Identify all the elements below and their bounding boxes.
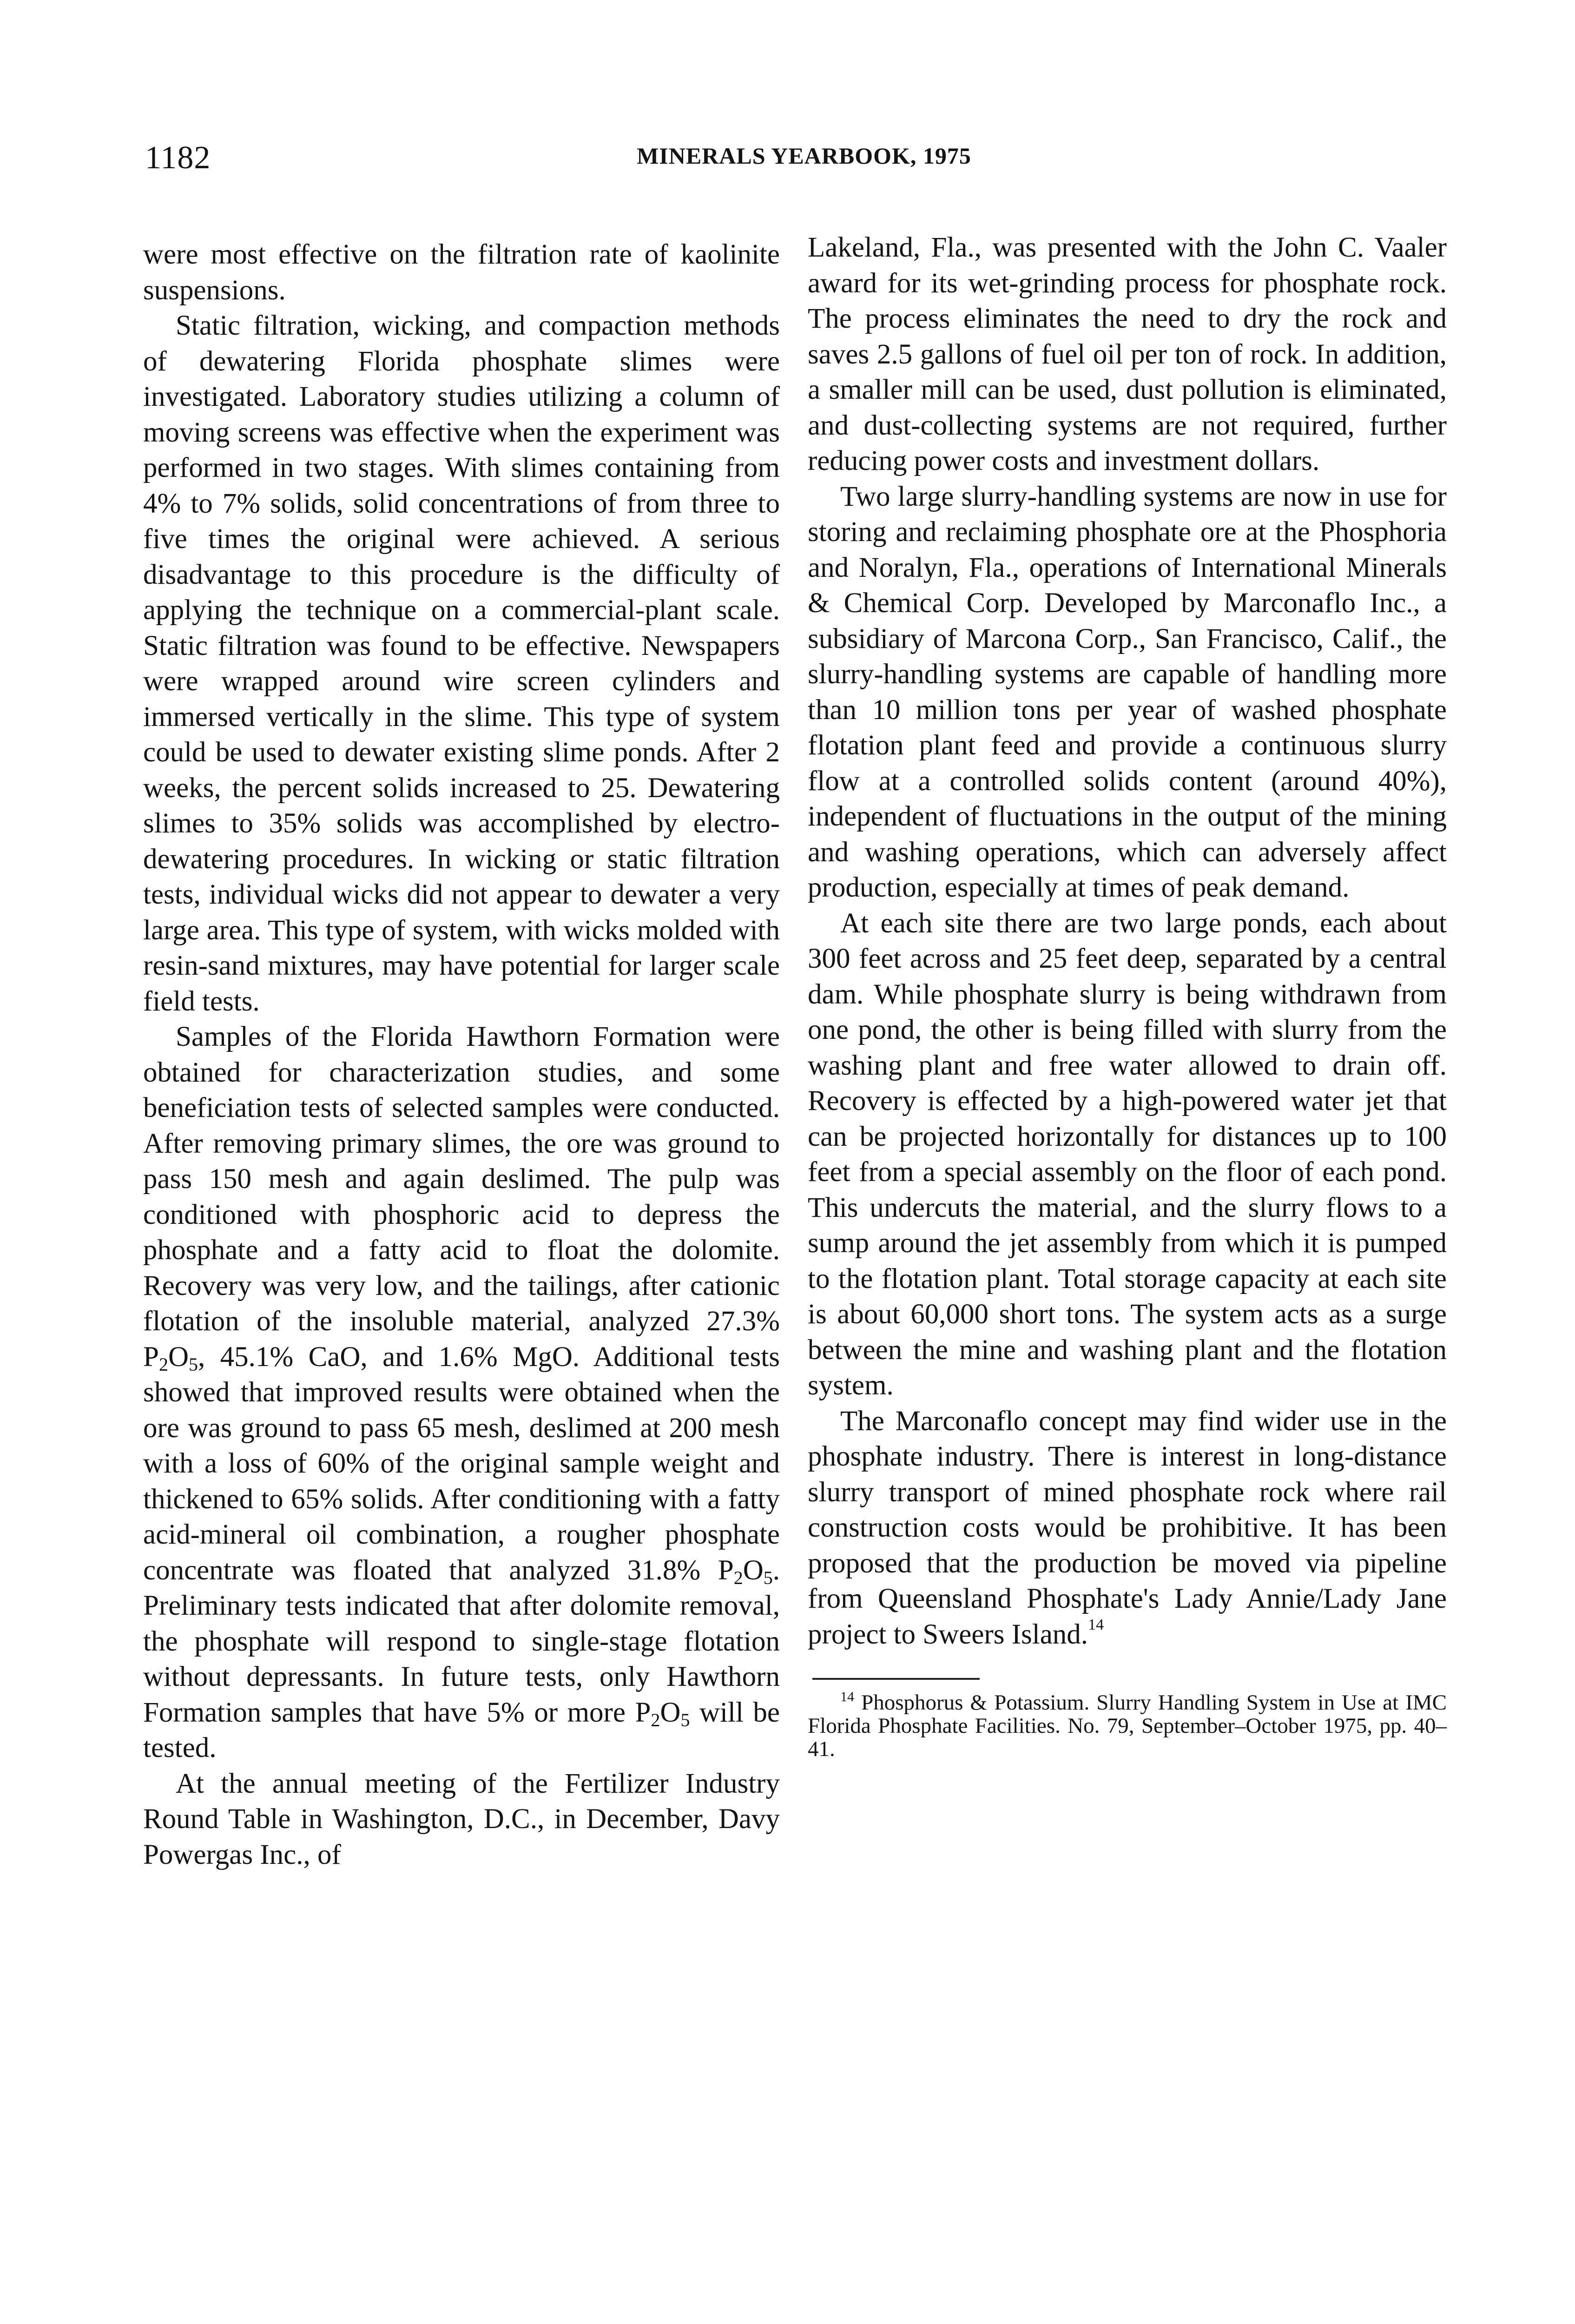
footnote xyxy=(808,1691,1447,1761)
left-paragraph-3 xyxy=(143,1019,780,1766)
subscript: 2 xyxy=(651,1709,660,1730)
left-column xyxy=(143,237,780,1873)
left-paragraph-2: Static filtration, wicking, and compaction methods of dewatering Florida phosphate slimes were investigated. Laboratory studies utilizing a column of moving screens was effective when the experiment was performed in two stages. With slimes containing from 4% to 7% solids, solid concentrations of from three to five times the original were achieved. A serious disadvantage to this procedure is the difficulty of applying the technique on a commercial-plant scale. Static filtration was found to be effective. Newspapers were wrapped around wire screen cylinders and immersed vertically in the slime. This type of system could be used to dewater existing slime ponds. After 2 weeks, the percent solids increased to 25. Dewatering slimes to 35% solids was accomplished by electro-dewatering procedures. In wicking or static filtration tests, individual wicks did not appear to dewater a very large area. This type of system, with wicks molded with resin-sand mixtures, may have potential for larger scale field tests. xyxy=(143,310,780,1017)
right-p4-text: The Marconaflo concept may find wider use in the phosphate industry. There is interest in long-distance slurry transport of mined phosphate rock where rail construction costs would be prohibitive. It has been proposed that the production be moved via pipeline from Queensland Phosphate's Lady Annie/Lady Jane project to Sweers Island. xyxy=(808,1405,1447,1650)
right-paragraph-2: Two large slurry-handling systems are now in use for storing and reclaiming phosphate ore at the Phosphoria and Noralyn, Fla., operations of International Minerals & Chemical Corp. Developed by Marconaflo Inc., a subsidiary of Marcona Corp., San Francisco, Calif., the slurry-handling systems are capable of handling more than 10 million tons per year of washed phosphate flotation plant feed and provide a continuous slurry flow at a controlled solids content (around 40%), independent of fluctuations in the output of the mining and washing operations, which can adversely affect production, especially at times of peak demand. xyxy=(808,481,1447,903)
running-head: MINERALS YEARBOOK, 1975 xyxy=(637,143,971,169)
footnote-rule xyxy=(812,1678,980,1680)
right-column xyxy=(808,230,1447,1761)
left-p3-text-f: O xyxy=(660,1697,681,1728)
left-p3-text-a: Samples of the Florida Hawthorn Formation were obtained for characterization studies, and some beneficiation tests of selected samples were conducted. After removing primary slimes, the ore was ground to pass 150 mesh and again deslimed. The pulp was conditioned with phosphoric acid to depress the phosphate and a fatty acid to float the dolomite. Recovery was very low, and the tailings, after cationic flotation of the insoluble material, analyzed 27.3% P xyxy=(143,1021,780,1373)
subscript: 5 xyxy=(680,1709,690,1730)
subscript: 2 xyxy=(733,1567,743,1588)
subscript: 5 xyxy=(189,1353,198,1375)
right-paragraph-4 xyxy=(808,1404,1447,1653)
right-paragraph-3: At each site there are two large ponds, each about 300 feet across and 25 feet deep, separated by a central dam. While phosphate slurry is being withdrawn from one pond, the other is being filled with slurry from the washing plant and free water allowed to drain off. Recovery is effected by a high-powered water jet that can be projected horizontally for distances up to 100 feet from a special assembly on the floor of each pond. This undercuts the material, and the slurry flows to a sump around the jet assembly from which it is pumped to the flotation plant. Total storage capacity at each site is about 60,000 short tons. The system acts as a surge between the mine and washing plant and the flotation system. xyxy=(808,907,1447,1401)
subscript: 5 xyxy=(763,1567,773,1588)
left-p3-text-c: , 45.1% CaO, and 1.6% MgO. Additional tests showed that improved results were obtained when the ore was ground to pass 65 mesh, deslimed at 200 mesh with a loss of 60% of the original sample weight and thickened to 65% solids. After conditioning with a fatty acid-mineral oil combination, a rougher phosphate concentrate was floated that analyzed 31.8% P xyxy=(143,1341,780,1586)
left-p3-text-b: O xyxy=(168,1341,189,1373)
right-paragraph-1: Lakeland, Fla., was presented with the John C. Vaaler award for its wet-grinding process for phosphate rock. The process eliminates the need to dry the rock and saves 2.5 gallons of fuel oil per ton of rock. In addition, a smaller mill can be used, dust pollution is eliminated, and dust-collecting systems are not required, further reducing power costs and investment dollars. xyxy=(808,232,1447,476)
footnote-number: 14 xyxy=(840,1689,854,1704)
left-p3-text-d: O xyxy=(743,1554,764,1586)
left-p3-text-g: will be tested. xyxy=(143,1697,780,1763)
footnote-text: Phosphorus & Potassium. Slurry Handling System in Use at IMC Florida Phosphate Facilities. No. 79, September–October 1975, pp. 40–41. xyxy=(808,1690,1447,1761)
footnote-reference: 14 xyxy=(1088,1616,1104,1633)
left-p3-text-e: . Preliminary tests indicated that after dolomite removal, the phosphate will respond to single-stage flotation without depressants. In future tests, only Hawthorn Formation samples that have 5% or more P xyxy=(143,1554,780,1728)
subscript: 2 xyxy=(158,1353,168,1375)
left-paragraph-4: At the annual meeting of the Fertilizer Industry Round Table in Washington, D.C., in December, Davy Powergas Inc., of xyxy=(143,1768,780,1870)
page-number: 1182 xyxy=(145,140,211,176)
left-paragraph-1: were most effective on the filtration rate of kaolinite suspensions. xyxy=(143,239,780,306)
